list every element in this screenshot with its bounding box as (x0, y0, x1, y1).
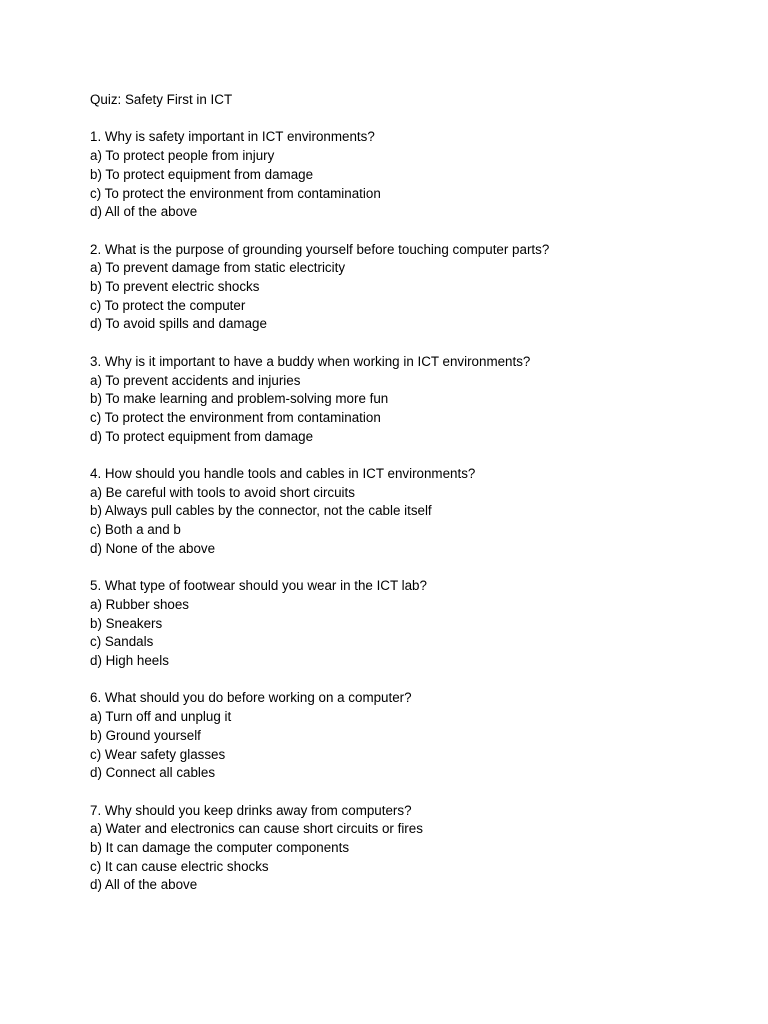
answer-option: d) To avoid spills and damage (90, 316, 267, 332)
answer-option: b) Sneakers (90, 615, 163, 631)
answer-option: a) Water and electronics can cause short circuits or fires (90, 821, 423, 837)
question-prompt: 4. How should you handle tools and cables in ICT environments? (90, 466, 476, 481)
question-block-6 (90, 689, 730, 783)
answer-option: a) Rubber shoes (90, 596, 189, 612)
answer-option: c) It can cause electric shocks (90, 858, 269, 874)
answer-option: b) It can damage the computer components (90, 840, 350, 856)
answer-option: d) To protect equipment from damage (90, 428, 314, 444)
answer-option: c) Both a and b (90, 522, 181, 538)
answer-option: b) Always pull cables by the connector, not the cable itself (90, 503, 432, 519)
answer-option: d) None of the above (90, 540, 216, 556)
answer-option: a) To protect people from injury (90, 148, 275, 164)
question-prompt: 2. What is the purpose of grounding yourself before touching computer parts? (90, 241, 550, 257)
answer-option: b) To make learning and problem-solving more fun (90, 391, 389, 407)
answer-option: c) To protect the environment from contamination (90, 185, 381, 201)
answer-option: d) Connect all cables (90, 765, 216, 781)
question-prompt: 5. What type of footwear should you wear in the ICT lab? (90, 578, 427, 594)
answer-option: b) To protect equipment from damage (90, 166, 314, 182)
question-prompt: 7. Why should you keep drinks away from computers? (90, 802, 412, 818)
answer-option: a) Turn off and unplug it (90, 709, 232, 725)
question-prompt: 1. Why is safety important in ICT environments? (90, 129, 375, 145)
answer-option: d) All of the above (90, 877, 198, 893)
question-block-7 (90, 802, 730, 896)
answer-option: c) To protect the environment from contamination (90, 409, 381, 425)
answer-option: a) To prevent damage from static electricity (90, 260, 346, 276)
question-block-3 (90, 353, 730, 447)
question-block-1 (90, 128, 730, 222)
question-block-5 (90, 577, 730, 671)
answer-option: d) High heels (90, 653, 169, 669)
question-prompt: 6. What should you do before working on a computer? (90, 690, 412, 706)
question-block-2 (90, 241, 730, 335)
answer-option: c) To protect the computer (90, 297, 246, 313)
answer-option: d) All of the above (90, 204, 198, 220)
answer-option: a) Be careful with tools to avoid short circuits (90, 484, 355, 500)
quiz-title: Quiz: Safety First in ICT (90, 92, 233, 107)
question-block-4 (90, 465, 730, 559)
answer-option: b) To prevent electric shocks (90, 279, 260, 294)
answer-option: a) To prevent accidents and injuries (90, 372, 301, 388)
question-prompt: 3. Why is it important to have a buddy when working in ICT environments? (90, 353, 531, 369)
answer-option: c) Sandals (90, 634, 154, 650)
answer-option: b) Ground yourself (90, 727, 201, 743)
answer-option: c) Wear safety glasses (90, 746, 226, 762)
document-page (90, 91, 730, 914)
